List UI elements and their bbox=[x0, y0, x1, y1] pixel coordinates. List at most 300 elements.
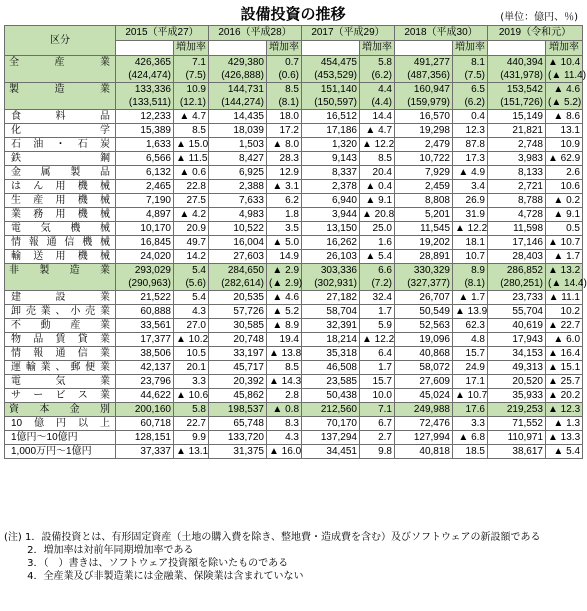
value-cell: 284,650 bbox=[209, 264, 267, 278]
value-cell: 57,726 bbox=[209, 305, 267, 319]
year-header: 2017（平成29） bbox=[302, 26, 395, 41]
value-cell: 35,933 bbox=[488, 389, 546, 403]
row-label bbox=[5, 69, 116, 83]
rate-cell: 15.7 bbox=[360, 375, 395, 389]
value-cell: 137,294 bbox=[302, 431, 360, 445]
rate-cell: (4.4) bbox=[360, 96, 395, 110]
rate-cell: 8.1 bbox=[453, 56, 488, 70]
rate-cell: ▲ 12.2 bbox=[360, 138, 395, 152]
value-cell: 20,392 bbox=[209, 375, 267, 389]
rate-cell: ▲ 4.7 bbox=[360, 124, 395, 138]
table-row bbox=[5, 389, 583, 403]
rate-cell: 4.8 bbox=[453, 333, 488, 347]
rate-cell: 19.4 bbox=[267, 333, 302, 347]
rate-cell: 28.3 bbox=[267, 152, 302, 166]
rate-cell: (▲ 2.9) bbox=[267, 277, 302, 291]
value-cell: 38,617 bbox=[488, 445, 546, 459]
table-row bbox=[5, 305, 583, 319]
row-label: 不動産業 bbox=[5, 319, 116, 333]
value-cell: 5,201 bbox=[395, 208, 453, 222]
value-cell: 24,020 bbox=[116, 250, 174, 264]
rate-cell: ▲ 12.2 bbox=[360, 333, 395, 347]
row-label: 輸送用機械 bbox=[5, 250, 116, 264]
value-cell: 60,718 bbox=[116, 417, 174, 431]
value-cell: 1,633 bbox=[116, 138, 174, 152]
table-row bbox=[5, 110, 583, 124]
rate-cell: ▲ 4.9 bbox=[453, 166, 488, 180]
rate-cell: 15.7 bbox=[453, 347, 488, 361]
rate-cell: ▲ 4.7 bbox=[174, 110, 209, 124]
value-cell: 19,298 bbox=[395, 124, 453, 138]
rate-cell: 0.7 bbox=[267, 56, 302, 70]
rate-cell: 17.3 bbox=[453, 152, 488, 166]
value-cell: 42,137 bbox=[116, 361, 174, 375]
rate-cell: 32.4 bbox=[360, 291, 395, 305]
value-cell: 4,897 bbox=[116, 208, 174, 222]
row-label: 10億円以上 bbox=[5, 417, 116, 431]
rate-cell: 1.7 bbox=[360, 361, 395, 375]
value-cell: (426,888) bbox=[209, 69, 267, 83]
value-cell: 7,929 bbox=[395, 166, 453, 180]
table-row bbox=[5, 166, 583, 180]
value-cell: 144,731 bbox=[209, 83, 267, 97]
value-cell: (159,979) bbox=[395, 96, 453, 110]
table-row bbox=[5, 361, 583, 375]
rate-cell: 7.1 bbox=[174, 56, 209, 70]
rate-cell: ▲ 13.3 bbox=[546, 431, 583, 445]
rate-cell: 6.6 bbox=[360, 264, 395, 278]
rate-cell: (6.2) bbox=[360, 69, 395, 83]
rate-cell: 2.6 bbox=[546, 166, 583, 180]
rate-cell: ▲ 5.0 bbox=[267, 236, 302, 250]
rate-cell: ▲ 0.8 bbox=[267, 403, 302, 417]
value-cell: (282,614) bbox=[209, 277, 267, 291]
rate-cell: 22.7 bbox=[174, 417, 209, 431]
note-line: 3．（ ）書きは、ソフトウェア投資額を除いたものである bbox=[4, 558, 289, 569]
value-cell: 23,733 bbox=[488, 291, 546, 305]
row-label: はん用機械 bbox=[5, 180, 116, 194]
rate-cell: (7.5) bbox=[453, 69, 488, 83]
value-cell: 212,560 bbox=[302, 403, 360, 417]
rate-cell: 10.9 bbox=[546, 138, 583, 152]
rate-cell: ▲ 0.4 bbox=[360, 180, 395, 194]
value-cell: 1,503 bbox=[209, 138, 267, 152]
page-title: 設備投資の推移 bbox=[240, 5, 346, 23]
value-cell: 32,391 bbox=[302, 319, 360, 333]
row-label: 1億円〜10億円 bbox=[5, 431, 116, 445]
table-row bbox=[5, 347, 583, 361]
value-cell: 429,380 bbox=[209, 56, 267, 70]
table-row bbox=[5, 152, 583, 166]
year-header: 2015（平成27） bbox=[116, 26, 209, 41]
value-cell: 110,971 bbox=[488, 431, 546, 445]
rate-cell: 5.9 bbox=[360, 319, 395, 333]
value-cell: (453,529) bbox=[302, 69, 360, 83]
table-row bbox=[5, 138, 583, 152]
rate-cell: 9.8 bbox=[360, 445, 395, 459]
value-cell: 13,150 bbox=[302, 222, 360, 236]
table-row bbox=[5, 431, 583, 445]
row-label: 生産用機械 bbox=[5, 194, 116, 208]
value-cell: 491,277 bbox=[395, 56, 453, 70]
value-cell: 27,609 bbox=[395, 375, 453, 389]
rate-cell: 10.5 bbox=[174, 347, 209, 361]
value-cell: 16,512 bbox=[302, 110, 360, 124]
value-cell: 426,365 bbox=[116, 56, 174, 70]
value-cell: 14,435 bbox=[209, 110, 267, 124]
value-cell: 133,720 bbox=[209, 431, 267, 445]
year-header: 2019（令和元） bbox=[488, 26, 583, 41]
rate-cell: ▲ 11.1 bbox=[546, 291, 583, 305]
value-cell: 60,888 bbox=[116, 305, 174, 319]
value-cell: 19,202 bbox=[395, 236, 453, 250]
value-cell: 70,170 bbox=[302, 417, 360, 431]
table-row bbox=[5, 445, 583, 459]
rate-cell: (6.2) bbox=[453, 96, 488, 110]
value-cell: 293,029 bbox=[116, 264, 174, 278]
row-label: サービス業 bbox=[5, 389, 116, 403]
rate-cell: 25.0 bbox=[360, 222, 395, 236]
row-label: 電気業 bbox=[5, 375, 116, 389]
row-label: 資本金別 bbox=[5, 403, 116, 417]
value-cell: 20,520 bbox=[488, 375, 546, 389]
rate-cell: 18.5 bbox=[453, 445, 488, 459]
rate-cell: ▲ 11.5 bbox=[174, 152, 209, 166]
rate-cell: ▲ 13.9 bbox=[453, 305, 488, 319]
rate-header: 増加率 bbox=[174, 41, 209, 56]
value-cell: 200,160 bbox=[116, 403, 174, 417]
value-cell: 45,024 bbox=[395, 389, 453, 403]
value-cell: 37,337 bbox=[116, 445, 174, 459]
row-label: 石油・石炭 bbox=[5, 138, 116, 152]
value-cell: 46,508 bbox=[302, 361, 360, 375]
rate-cell: 10.0 bbox=[360, 389, 395, 403]
value-cell: 11,545 bbox=[395, 222, 453, 236]
value-cell: 20,748 bbox=[209, 333, 267, 347]
value-cell: 8,788 bbox=[488, 194, 546, 208]
rate-cell: 22.8 bbox=[174, 180, 209, 194]
rate-cell: ▲ 6.8 bbox=[453, 431, 488, 445]
rate-cell: ▲ 1.7 bbox=[546, 250, 583, 264]
rate-cell: ▲ 16.4 bbox=[546, 347, 583, 361]
value-cell: 9,143 bbox=[302, 152, 360, 166]
notes bbox=[4, 531, 541, 583]
rate-cell: 8.5 bbox=[360, 152, 395, 166]
rate-cell: 62.3 bbox=[453, 319, 488, 333]
rate-cell: ▲ 9.1 bbox=[546, 208, 583, 222]
rate-cell: 20.9 bbox=[174, 222, 209, 236]
table-row bbox=[5, 236, 583, 250]
value-cell: 33,561 bbox=[116, 319, 174, 333]
value-cell: 10,170 bbox=[116, 222, 174, 236]
rate-cell: 17.2 bbox=[267, 124, 302, 138]
value-cell: 153,542 bbox=[488, 83, 546, 97]
rate-cell: 6.2 bbox=[267, 194, 302, 208]
rate-cell: ▲ 5.4 bbox=[546, 445, 583, 459]
rate-cell: ▲ 10.2 bbox=[174, 333, 209, 347]
rate-cell: 20.1 bbox=[174, 361, 209, 375]
table-body bbox=[5, 56, 587, 459]
value-cell: 35,318 bbox=[302, 347, 360, 361]
rate-cell: 20.4 bbox=[360, 166, 395, 180]
value-cell: 133,336 bbox=[116, 83, 174, 97]
table-row bbox=[5, 56, 583, 70]
value-cell: 55,704 bbox=[488, 305, 546, 319]
value-cell: 16,004 bbox=[209, 236, 267, 250]
rate-cell: 8.5 bbox=[267, 83, 302, 97]
rate-cell: 1.8 bbox=[267, 208, 302, 222]
rate-cell: 0.5 bbox=[546, 222, 583, 236]
value-cell: 6,925 bbox=[209, 166, 267, 180]
row-label: 化学 bbox=[5, 124, 116, 138]
value-cell: 50,438 bbox=[302, 389, 360, 403]
rate-cell: ▲ 10.6 bbox=[174, 389, 209, 403]
rate-header: 増加率 bbox=[453, 41, 488, 56]
value-cell: 19,096 bbox=[395, 333, 453, 347]
value-cell: 1,320 bbox=[302, 138, 360, 152]
year-header: 2018（平成30） bbox=[395, 26, 488, 41]
rate-cell: ▲ 2.9 bbox=[267, 264, 302, 278]
rate-cell: (8.1) bbox=[453, 277, 488, 291]
value-cell: 3,983 bbox=[488, 152, 546, 166]
table-row bbox=[5, 222, 583, 236]
rate-cell: ▲ 10.7 bbox=[453, 389, 488, 403]
value-cell: 65,748 bbox=[209, 417, 267, 431]
value-cell: 10,722 bbox=[395, 152, 453, 166]
value-cell: 38,506 bbox=[116, 347, 174, 361]
value-cell: 2,748 bbox=[488, 138, 546, 152]
value-cell: 28,891 bbox=[395, 250, 453, 264]
value-cell: 20,535 bbox=[209, 291, 267, 305]
investment-table-container bbox=[4, 25, 587, 459]
table-row bbox=[5, 194, 583, 208]
row-label: 鉄鋼 bbox=[5, 152, 116, 166]
table-row bbox=[5, 319, 583, 333]
table-row bbox=[5, 417, 583, 431]
value-cell: 15,389 bbox=[116, 124, 174, 138]
value-cell: 2,459 bbox=[395, 180, 453, 194]
rate-cell: 4.3 bbox=[174, 305, 209, 319]
row-label: 建設業 bbox=[5, 291, 116, 305]
rate-cell: (▲ 14.4) bbox=[546, 277, 583, 291]
rate-cell: 14.9 bbox=[267, 250, 302, 264]
rate-cell: 31.9 bbox=[453, 208, 488, 222]
rate-cell: 9.9 bbox=[174, 431, 209, 445]
rate-header: 増加率 bbox=[546, 41, 583, 56]
value-cell: 16,262 bbox=[302, 236, 360, 250]
value-cell: (302,931) bbox=[302, 277, 360, 291]
year-header: 2016（平成28） bbox=[209, 26, 302, 41]
value-cell: 17,377 bbox=[116, 333, 174, 347]
row-label: 卸売業、小売業 bbox=[5, 305, 116, 319]
unit-label: (単位：億円、％) bbox=[500, 12, 578, 23]
rate-cell: 10.7 bbox=[453, 250, 488, 264]
table-row bbox=[5, 124, 583, 138]
rate-cell: ▲ 9.1 bbox=[360, 194, 395, 208]
rate-cell: (0.6) bbox=[267, 69, 302, 83]
value-cell: 23,796 bbox=[116, 375, 174, 389]
row-label: 情報通信機械 bbox=[5, 236, 116, 250]
rate-cell: ▲ 14.3 bbox=[267, 375, 302, 389]
table-row-sub bbox=[5, 69, 583, 83]
rate-cell: (5.6) bbox=[174, 277, 209, 291]
rate-cell: 27.5 bbox=[174, 194, 209, 208]
value-cell: 16,845 bbox=[116, 236, 174, 250]
table-row bbox=[5, 264, 583, 278]
row-label bbox=[5, 96, 116, 110]
value-cell: 2,721 bbox=[488, 180, 546, 194]
table-row bbox=[5, 403, 583, 417]
value-cell: 2,388 bbox=[209, 180, 267, 194]
rate-cell: ▲ 10.7 bbox=[546, 236, 583, 250]
rate-cell: ▲ 22.7 bbox=[546, 319, 583, 333]
value-cell: 249,988 bbox=[395, 403, 453, 417]
value-cell: 2,479 bbox=[395, 138, 453, 152]
rate-cell: ▲ 5.4 bbox=[360, 250, 395, 264]
rate-cell: ▲ 8.9 bbox=[267, 319, 302, 333]
rate-cell: ▲ 62.9 bbox=[546, 152, 583, 166]
rate-cell: 8.5 bbox=[174, 124, 209, 138]
rate-cell: ▲ 0.6 bbox=[174, 166, 209, 180]
rate-cell: 2.7 bbox=[360, 431, 395, 445]
value-cell: (151,726) bbox=[488, 96, 546, 110]
note-line: (注) 1．設備投資とは、有形固定資産（土地の購入費を除き、整地費・造成費を含む）及びソフトウェアの新設額である bbox=[4, 532, 541, 543]
value-cell: 17,943 bbox=[488, 333, 546, 347]
rate-cell: 3.4 bbox=[453, 180, 488, 194]
rate-cell: 6.7 bbox=[360, 417, 395, 431]
rate-header: 増加率 bbox=[360, 41, 395, 56]
value-cell: 160,947 bbox=[395, 83, 453, 97]
rate-cell: (▲ 5.2) bbox=[546, 96, 583, 110]
row-label: 食料品 bbox=[5, 110, 116, 124]
rate-cell: 3.3 bbox=[174, 375, 209, 389]
rate-cell: ▲ 12.3 bbox=[546, 403, 583, 417]
value-cell: 330,329 bbox=[395, 264, 453, 278]
row-label: 物品賃貸業 bbox=[5, 333, 116, 347]
table-row bbox=[5, 375, 583, 389]
value-cell: 28,403 bbox=[488, 250, 546, 264]
row-label: 情報通信業 bbox=[5, 347, 116, 361]
value-cell: 31,375 bbox=[209, 445, 267, 459]
table-row bbox=[5, 291, 583, 305]
rate-cell: ▲ 1.7 bbox=[453, 291, 488, 305]
row-label: 電気機械 bbox=[5, 222, 116, 236]
row-label: 業務用機械 bbox=[5, 208, 116, 222]
rate-cell: 14.4 bbox=[360, 110, 395, 124]
value-cell: 6,132 bbox=[116, 166, 174, 180]
rate-cell: 4.4 bbox=[360, 83, 395, 97]
rate-cell: 5.4 bbox=[174, 264, 209, 278]
value-cell: (280,251) bbox=[488, 277, 546, 291]
rate-cell: (8.1) bbox=[267, 96, 302, 110]
table-row bbox=[5, 250, 583, 264]
rate-cell: 0.4 bbox=[453, 110, 488, 124]
rate-cell: 7.1 bbox=[360, 403, 395, 417]
value-cell: 6,940 bbox=[302, 194, 360, 208]
value-cell: (290,963) bbox=[116, 277, 174, 291]
rate-cell: ▲ 13.8 bbox=[267, 347, 302, 361]
value-cell: 286,852 bbox=[488, 264, 546, 278]
value-cell: (150,597) bbox=[302, 96, 360, 110]
rate-cell: 1.7 bbox=[360, 305, 395, 319]
rate-cell: ▲ 12.2 bbox=[453, 222, 488, 236]
value-cell: 15,149 bbox=[488, 110, 546, 124]
value-cell: 17,186 bbox=[302, 124, 360, 138]
value-cell: 17,146 bbox=[488, 236, 546, 250]
value-cell: 34,451 bbox=[302, 445, 360, 459]
value-cell: 21,522 bbox=[116, 291, 174, 305]
value-cell: 34,153 bbox=[488, 347, 546, 361]
investment-table bbox=[4, 25, 587, 459]
value-cell: 26,707 bbox=[395, 291, 453, 305]
category-header: 区分 bbox=[5, 26, 116, 56]
note-line: 2．増加率は対前年同期増加率である bbox=[4, 545, 194, 556]
value-cell: 21,821 bbox=[488, 124, 546, 138]
value-cell: 58,704 bbox=[302, 305, 360, 319]
rate-cell: 87.8 bbox=[453, 138, 488, 152]
value-cell: 26,103 bbox=[302, 250, 360, 264]
rate-cell: ▲ 20.2 bbox=[546, 389, 583, 403]
value-cell: (487,356) bbox=[395, 69, 453, 83]
row-label: 金属製品 bbox=[5, 166, 116, 180]
value-cell: 454,475 bbox=[302, 56, 360, 70]
value-cell: 219,253 bbox=[488, 403, 546, 417]
rate-cell: ▲ 3.1 bbox=[267, 180, 302, 194]
rate-cell: (12.1) bbox=[174, 96, 209, 110]
row-label: 製 造 業 bbox=[5, 83, 116, 97]
value-cell: 127,994 bbox=[395, 431, 453, 445]
rate-cell: 8.5 bbox=[267, 361, 302, 375]
value-cell: 303,336 bbox=[302, 264, 360, 278]
rate-cell: 6.5 bbox=[453, 83, 488, 97]
table-row bbox=[5, 180, 583, 194]
value-cell: 6,566 bbox=[116, 152, 174, 166]
value-cell: 40,619 bbox=[488, 319, 546, 333]
value-cell: 72,476 bbox=[395, 417, 453, 431]
value-cell: (133,511) bbox=[116, 96, 174, 110]
rate-cell: 3.5 bbox=[267, 222, 302, 236]
value-cell: 11,598 bbox=[488, 222, 546, 236]
rate-cell: ▲ 13.2 bbox=[546, 264, 583, 278]
rate-cell: ▲ 0.2 bbox=[546, 194, 583, 208]
rate-cell: ▲ 4.6 bbox=[546, 83, 583, 97]
value-cell: (144,274) bbox=[209, 96, 267, 110]
rate-cell: 12.9 bbox=[267, 166, 302, 180]
rate-cell: ▲ 4.6 bbox=[267, 291, 302, 305]
rate-cell: ▲ 15.1 bbox=[546, 361, 583, 375]
value-cell: 18,039 bbox=[209, 124, 267, 138]
value-cell: 3,944 bbox=[302, 208, 360, 222]
note-line: 4．全産業及び非製造業には金融業、保険業は含まれていない bbox=[4, 571, 304, 582]
row-label bbox=[5, 277, 116, 291]
rate-cell: ▲ 8.0 bbox=[267, 138, 302, 152]
rate-cell: (7.2) bbox=[360, 277, 395, 291]
table-row-sub bbox=[5, 277, 583, 291]
value-cell: 7,633 bbox=[209, 194, 267, 208]
rate-cell: ▲ 20.8 bbox=[360, 208, 395, 222]
table-row-sub bbox=[5, 96, 583, 110]
rate-cell: 49.7 bbox=[174, 236, 209, 250]
value-cell: 44,622 bbox=[116, 389, 174, 403]
rate-cell: 6.4 bbox=[360, 347, 395, 361]
value-cell: 30,585 bbox=[209, 319, 267, 333]
rate-cell: ▲ 8.6 bbox=[546, 110, 583, 124]
value-cell: 8,427 bbox=[209, 152, 267, 166]
value-cell: 49,313 bbox=[488, 361, 546, 375]
rate-cell: 14.2 bbox=[174, 250, 209, 264]
rate-cell: 5.8 bbox=[360, 56, 395, 70]
rate-cell: 24.9 bbox=[453, 361, 488, 375]
